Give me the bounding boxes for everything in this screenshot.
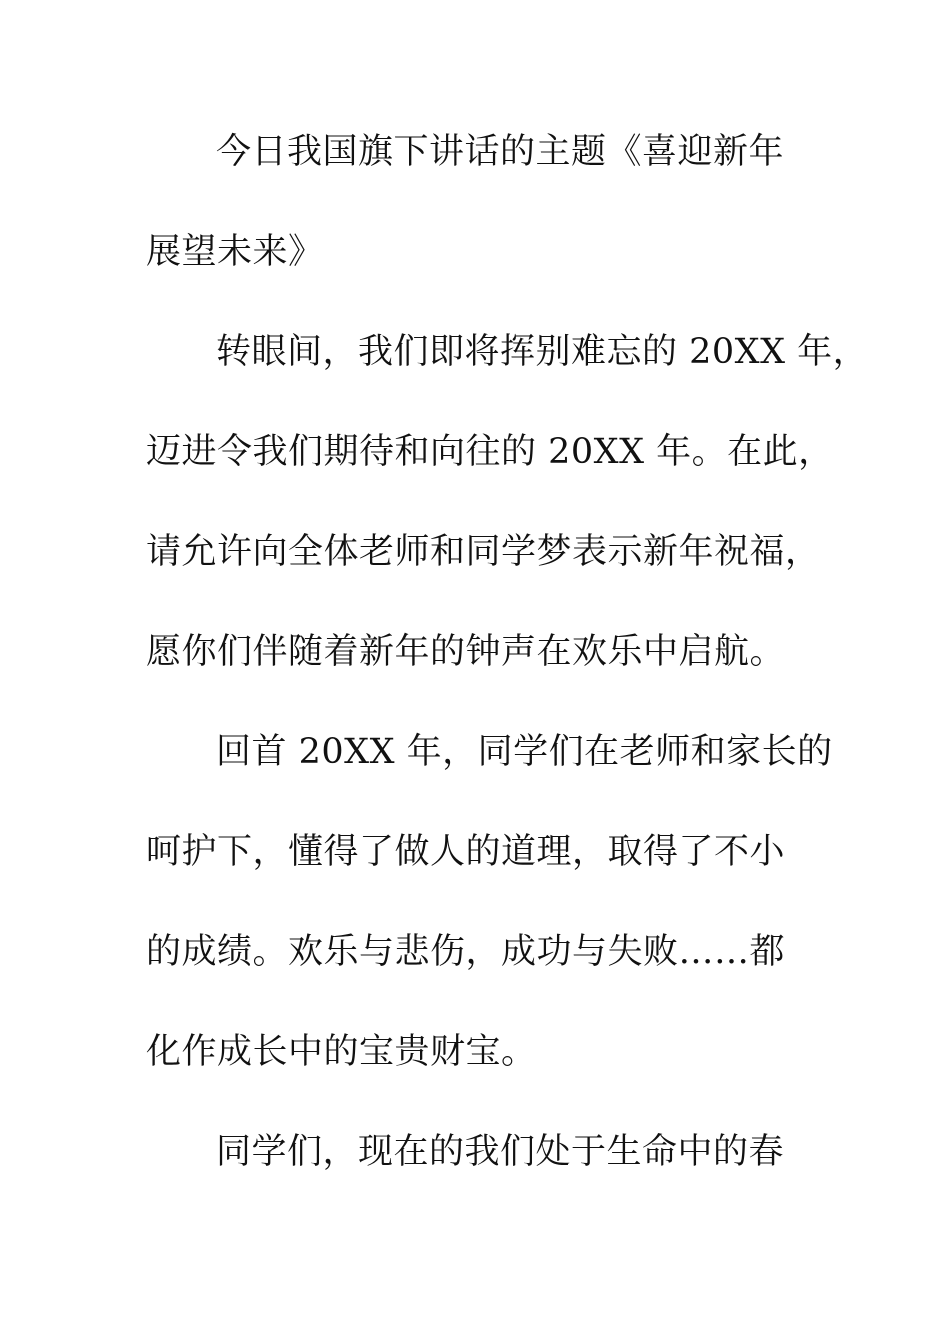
text-line: 愿你们伴随着新年的钟声在欢乐中启航。	[146, 632, 786, 672]
text-line: 回首 20XX 年，同学们在老师和家长的	[216, 732, 833, 772]
text-line: 请允许向全体老师和同学梦表示新年祝福，	[146, 532, 821, 572]
text-line: 同学们，现在的我们处于生命中的春	[216, 1132, 785, 1172]
text-line: 呵护下，懂得了做人的道理，取得了不小	[146, 832, 786, 872]
text-line-title-cont: 展望未来》	[146, 232, 324, 272]
text-line: 转眼间，我们即将挥别难忘的 20XX 年，	[216, 332, 869, 372]
text-line: 化作成长中的宝贵财宝。	[146, 1032, 537, 1072]
text-line: 的成绩。欢乐与悲伤，成功与失败……都	[146, 932, 786, 972]
text-line-title: 今日我国旗下讲话的主题《喜迎新年	[216, 132, 785, 172]
text-line: 迈进令我们期待和向往的 20XX 年。在此，	[146, 432, 834, 472]
